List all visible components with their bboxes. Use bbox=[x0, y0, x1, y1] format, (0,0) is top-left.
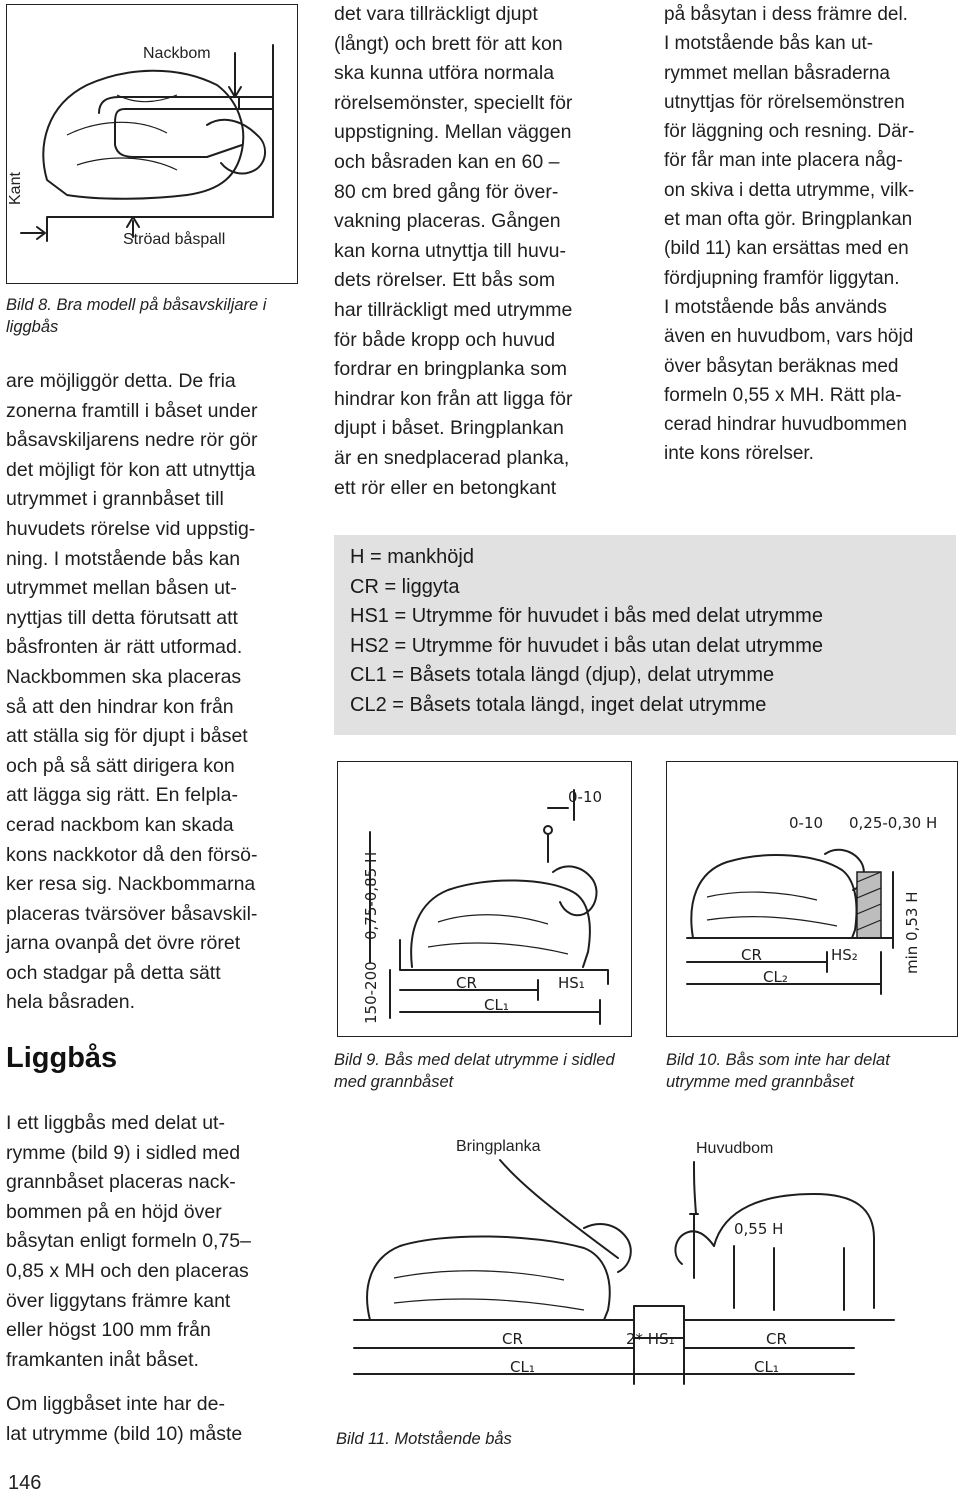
left-text-line: över liggytans främre kant bbox=[6, 1289, 231, 1312]
figure-bild9 bbox=[337, 761, 632, 1037]
bild10-annot-cr: CR bbox=[741, 946, 762, 964]
left-text-line: ker resa sig. Nackbommarna bbox=[6, 873, 256, 896]
right-text-line: (bild 11) kan ersättas med en bbox=[664, 238, 909, 260]
left-column-paragraph-3 bbox=[6, 1390, 298, 1449]
caption-bild8: Bild 8. Bra modell på båsavskiljare i liggbås bbox=[6, 296, 267, 336]
bild9-annot-cr: CR bbox=[456, 974, 477, 992]
left-text-line: utrymmet i grannbåset till bbox=[6, 488, 224, 511]
bild11-annot-height: 0,55 H bbox=[734, 1220, 784, 1238]
left-text-line: hela båsraden. bbox=[6, 991, 136, 1014]
right-text-line: cerad hindrar huvudbommen bbox=[664, 414, 907, 436]
definition-cl1: CL1 = Båsets totala längd (djup), delat utrymme bbox=[350, 664, 775, 687]
left-text-line: Nackbommen ska placeras bbox=[6, 665, 242, 688]
bild9-annot-range: 150-200 bbox=[362, 961, 380, 1024]
middle-text-line: dets rörelser. Ett bås som bbox=[334, 269, 556, 292]
right-text-line: även en huvudbom, vars höjd bbox=[664, 326, 914, 348]
left-text-line: cerad nackbom kan skada bbox=[6, 813, 234, 836]
middle-text-line: djupt i båset. Bringplankan bbox=[334, 417, 564, 440]
middle-text-line: kan korna utnyttja till huvu- bbox=[334, 239, 566, 262]
right-text-line: I motstående bås kan ut- bbox=[664, 33, 874, 55]
middle-text-line: uppstigning. Mellan väggen bbox=[334, 121, 572, 144]
left-text-line: kons nackkotor då den försö- bbox=[6, 843, 258, 866]
right-text-line: utnyttjas för rörelsemönstren bbox=[664, 91, 905, 113]
right-text-line: formeln 0,55 x MH. Rätt pla- bbox=[664, 384, 902, 406]
left-text-line: are möjliggör detta. De fria bbox=[6, 370, 236, 392]
left-text-line: huvudets rörelse vid uppstig- bbox=[6, 517, 256, 540]
left-text-line: jarna ovanpå det övre röret bbox=[6, 932, 241, 955]
definitions-box bbox=[334, 535, 956, 735]
middle-text-line: ett rör eller en betongkant bbox=[334, 476, 557, 499]
caption-bild11: Bild 11. Motstående bås bbox=[336, 1430, 512, 1448]
page-number: 146 bbox=[8, 1472, 42, 1494]
bild11-annot-cl2: CL₁ bbox=[754, 1358, 779, 1376]
left-text-line: lat utrymme (bild 10) måste bbox=[6, 1422, 243, 1445]
right-text-line: fördjupning framför liggytan. bbox=[664, 267, 900, 289]
definition-cr: CR = liggyta bbox=[350, 575, 460, 598]
bild11-drawing bbox=[334, 1128, 956, 1426]
left-text-line: utrymmet mellan båsen ut- bbox=[6, 577, 237, 600]
label-stroad-baspall: Ströad båspall bbox=[123, 231, 226, 248]
left-text-line: Om liggbåset inte har de- bbox=[6, 1393, 225, 1415]
middle-text-line: hindrar kon från att ligga för bbox=[334, 387, 573, 410]
definition-cl2: CL2 = Båsets totala längd, inget delat utrymme bbox=[350, 693, 767, 716]
middle-text-line: 80 cm bred gång för över- bbox=[334, 180, 559, 203]
left-text-line: grannbåset placeras nack- bbox=[6, 1171, 236, 1194]
figure-bild11 bbox=[334, 1128, 956, 1426]
definition-hs1: HS1 = Utrymme för huvudet i bås med delat utrymme bbox=[350, 605, 823, 628]
left-text-line: I ett liggbås med delat ut- bbox=[6, 1112, 225, 1134]
bild9-annot-offset: 0-10 bbox=[568, 788, 603, 806]
label-huvudbom: Huvudbom bbox=[696, 1140, 774, 1157]
right-text-line: rymmet mellan båsraderna bbox=[664, 62, 890, 84]
definition-hs2: HS2 = Utrymme för huvudet i bås utan delat utrymme bbox=[350, 634, 823, 657]
middle-text-line: och båsraden kan en 60 – bbox=[334, 150, 560, 173]
left-text-line: framkanten inåt båset. bbox=[6, 1348, 199, 1371]
definition-h: H = mankhöjd bbox=[350, 546, 474, 568]
middle-text-line: det vara tillräckligt djupt bbox=[334, 3, 538, 25]
bild10-drawing bbox=[667, 762, 957, 1036]
left-text-line: zonerna framtill i båset under bbox=[6, 399, 258, 422]
bild10-annot-offset: 0-10 bbox=[789, 814, 824, 832]
bild10-annot-factor: 0,25-0,30 H bbox=[849, 814, 938, 832]
middle-text-line: har tillräckligt med utrymme bbox=[334, 298, 573, 321]
left-text-line: och på så sätt dirigera kon bbox=[6, 754, 235, 777]
left-text-line: båsavskiljarens nedre rör gör bbox=[6, 429, 258, 452]
bild9-annot-height: 0,75-0,85 H bbox=[362, 851, 380, 940]
bild10-annot-hs: HS₂ bbox=[831, 946, 858, 964]
label-kant: Kant bbox=[7, 172, 24, 205]
left-text-line: bommen på en höjd över bbox=[6, 1200, 222, 1223]
left-text-line: rymme (bild 9) i sidled med bbox=[6, 1141, 241, 1164]
left-text-line: det möjligt för kon att utnyttja bbox=[6, 458, 256, 481]
left-text-line: ning. I motstående bås kan bbox=[6, 547, 241, 570]
middle-text-line: vakning placeras. Gången bbox=[334, 210, 561, 233]
right-text-line: et man ofta gör. Bringplankan bbox=[664, 209, 913, 231]
right-column-paragraph bbox=[664, 0, 956, 469]
figure-bild8 bbox=[6, 4, 298, 284]
middle-text-line: ska kunna utföra normala bbox=[334, 62, 555, 85]
bild11-annot-cr1: CR bbox=[502, 1330, 523, 1348]
left-text-line: båsfronten är rätt utformad. bbox=[6, 636, 243, 659]
bild9-drawing bbox=[338, 762, 631, 1036]
left-text-line: och stadgar på detta sätt bbox=[6, 961, 221, 984]
middle-text-line: för både kropp och huvud bbox=[334, 328, 556, 351]
right-text-line: inte kons rörelser. bbox=[664, 443, 814, 465]
caption-bild10: Bild 10. Bås som inte har delat utrymme med grannbåset bbox=[666, 1051, 890, 1091]
bild9-annot-hs: HS₁ bbox=[558, 974, 585, 992]
middle-text-line: (långt) och brett för att kon bbox=[334, 32, 563, 55]
right-text-line: för läggning och resning. Där- bbox=[664, 121, 915, 143]
heading-liggbas: Liggbås bbox=[6, 1042, 118, 1074]
label-nackbom: Nackbom bbox=[143, 45, 211, 62]
left-text-line: så att den hindrar kon från bbox=[6, 695, 234, 718]
left-text-line: placeras tvärsöver båsavskil- bbox=[6, 902, 258, 925]
bild9-annot-cl: CL₁ bbox=[484, 996, 509, 1014]
left-text-line: båsytan enligt formeln 0,75– bbox=[6, 1230, 251, 1253]
left-text-line: 0,85 x MH och den placeras bbox=[6, 1259, 249, 1282]
bild10-annot-min: min 0,53 H bbox=[903, 891, 921, 974]
figure-bild10 bbox=[666, 761, 958, 1037]
middle-text-line: fordrar en bringplanka som bbox=[334, 358, 568, 381]
right-text-line: över båsytan beräknas med bbox=[664, 355, 899, 377]
right-text-line: I motstående bås används bbox=[664, 296, 887, 318]
left-text-line: att lägga sig rätt. En felpla- bbox=[6, 784, 238, 807]
bild10-annot-cl: CL₂ bbox=[763, 968, 788, 986]
middle-column-paragraph bbox=[334, 0, 634, 503]
right-text-line: för får man inte placera någ- bbox=[664, 150, 903, 172]
left-text-line: att ställa sig för djupt i båset bbox=[6, 725, 248, 748]
bild11-annot-hs: 2* HS₁ bbox=[626, 1330, 675, 1348]
left-column-paragraph-2 bbox=[6, 1109, 298, 1375]
caption-bild9: Bild 9. Bås med delat utrymme i sidled med grannbåset bbox=[334, 1051, 615, 1091]
right-text-line: on skiva i detta utrymme, vilk- bbox=[664, 179, 915, 201]
middle-text-line: rörelsemönster, speciellt för bbox=[334, 91, 573, 114]
middle-text-line: är en snedplacerad planka, bbox=[334, 446, 570, 469]
bild11-annot-cr2: CR bbox=[766, 1330, 787, 1348]
left-column-paragraph-1 bbox=[6, 367, 298, 1018]
right-text-line: på båsytan i dess främre del. bbox=[664, 4, 908, 25]
left-text-line: nyttjas till detta förutsatt att bbox=[6, 606, 238, 629]
left-text-line: eller högst 100 mm från bbox=[6, 1319, 211, 1342]
label-bringplanka: Bringplanka bbox=[456, 1138, 541, 1155]
bild11-annot-cl1: CL₁ bbox=[510, 1358, 535, 1376]
